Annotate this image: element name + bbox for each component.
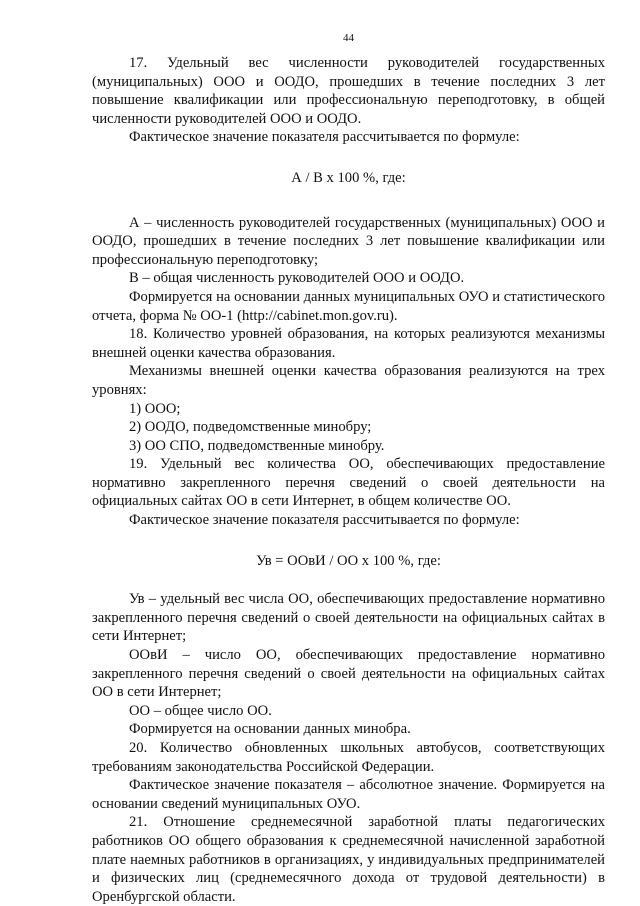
level-1: 1) ООО; [129, 400, 181, 417]
item-18-title: 18. Количество уровней образования, на которых реализуются механизмы внешней оценки качества образования. [92, 326, 605, 361]
item-19-title: 19. Удельный вес количества ОО, обеспечивающих предоставление нормативно закрепленного перечня сведений о своей деятельности на официальных сайтах ОО в сети Интернет, в общем количестве ОО. [92, 456, 605, 510]
formula-17: А / В х 100 %, где: [291, 169, 406, 186]
formula-19: Ув = ООвИ / ОО х 100 %, где: [256, 552, 441, 569]
item-21-title: 21. Отношение среднемесячной заработной платы педагогических работников ОО общего образования к среднемесячной начисленной заработной плате наемных работников в организациях, у индивидуальных предпринимателей и физических лиц (среднемесячного дохода от трудовой деятельности) в Оренбургской области. [92, 814, 605, 905]
formula-intro-17: Фактическое значение показателя рассчитывается по формуле: [129, 129, 520, 146]
level-2: 2) ООДО, подведомственные минобру; [129, 419, 372, 436]
source-17: Формируется на основании данных муниципальных ОУО и статистического отчета, форма № ОО-1 (http://cabinet.mon.gov.ru). [92, 288, 605, 324]
source-19: Формируется на основании данных минобра. [129, 721, 411, 738]
page-number: 44 [343, 32, 354, 44]
item-20-title: 20. Количество обновленных школьных автобусов, соответствующих требованиям законодательства Российской Федерации. [92, 740, 605, 775]
level-3: 3) ОО СПО, подведомственные минобру. [129, 437, 385, 454]
definition-oovi: ООвИ – число ОО, обеспечивающих предоставление нормативно закрепленного перечня сведений о своей деятельности на официальных сайтах ОО в сети Интернет; [92, 647, 605, 701]
definition-uv: Ув – удельный вес числа ОО, обеспечивающих предоставление нормативно закрепленного перечня сведений о своей деятельности на официальных сайтах в сети Интернет; [92, 591, 605, 645]
definition-b: В – общая численность руководителей ООО и ООДО. [129, 270, 465, 287]
value-note-20: Фактическое значение показателя – абсолютное значение. Формируется на основании сведений муниципальных ОУО. [92, 777, 605, 812]
definition-a: А – численность руководителей государственных (муниципальных) ООО и ООДО, прошедших в течение последних 3 лет повышение квалификации или профессиональную переподготовку; [92, 214, 605, 268]
item-17-title: 17. Удельный вес численности руководителей государственных (муниципальных) ООО и ООДО, прошедших в течение последних 3 лет повышение квалификации или профессиональную переподготовку, в общей численности руководителей ООО и ООДО. [92, 55, 605, 127]
formula-intro-19: Фактическое значение показателя рассчитывается по формуле: [129, 512, 520, 529]
levels-intro: Механизмы внешней оценки качества образования реализуются на трех уровнях: [92, 363, 605, 398]
definition-oo: ОО – общее число ОО. [129, 702, 272, 719]
